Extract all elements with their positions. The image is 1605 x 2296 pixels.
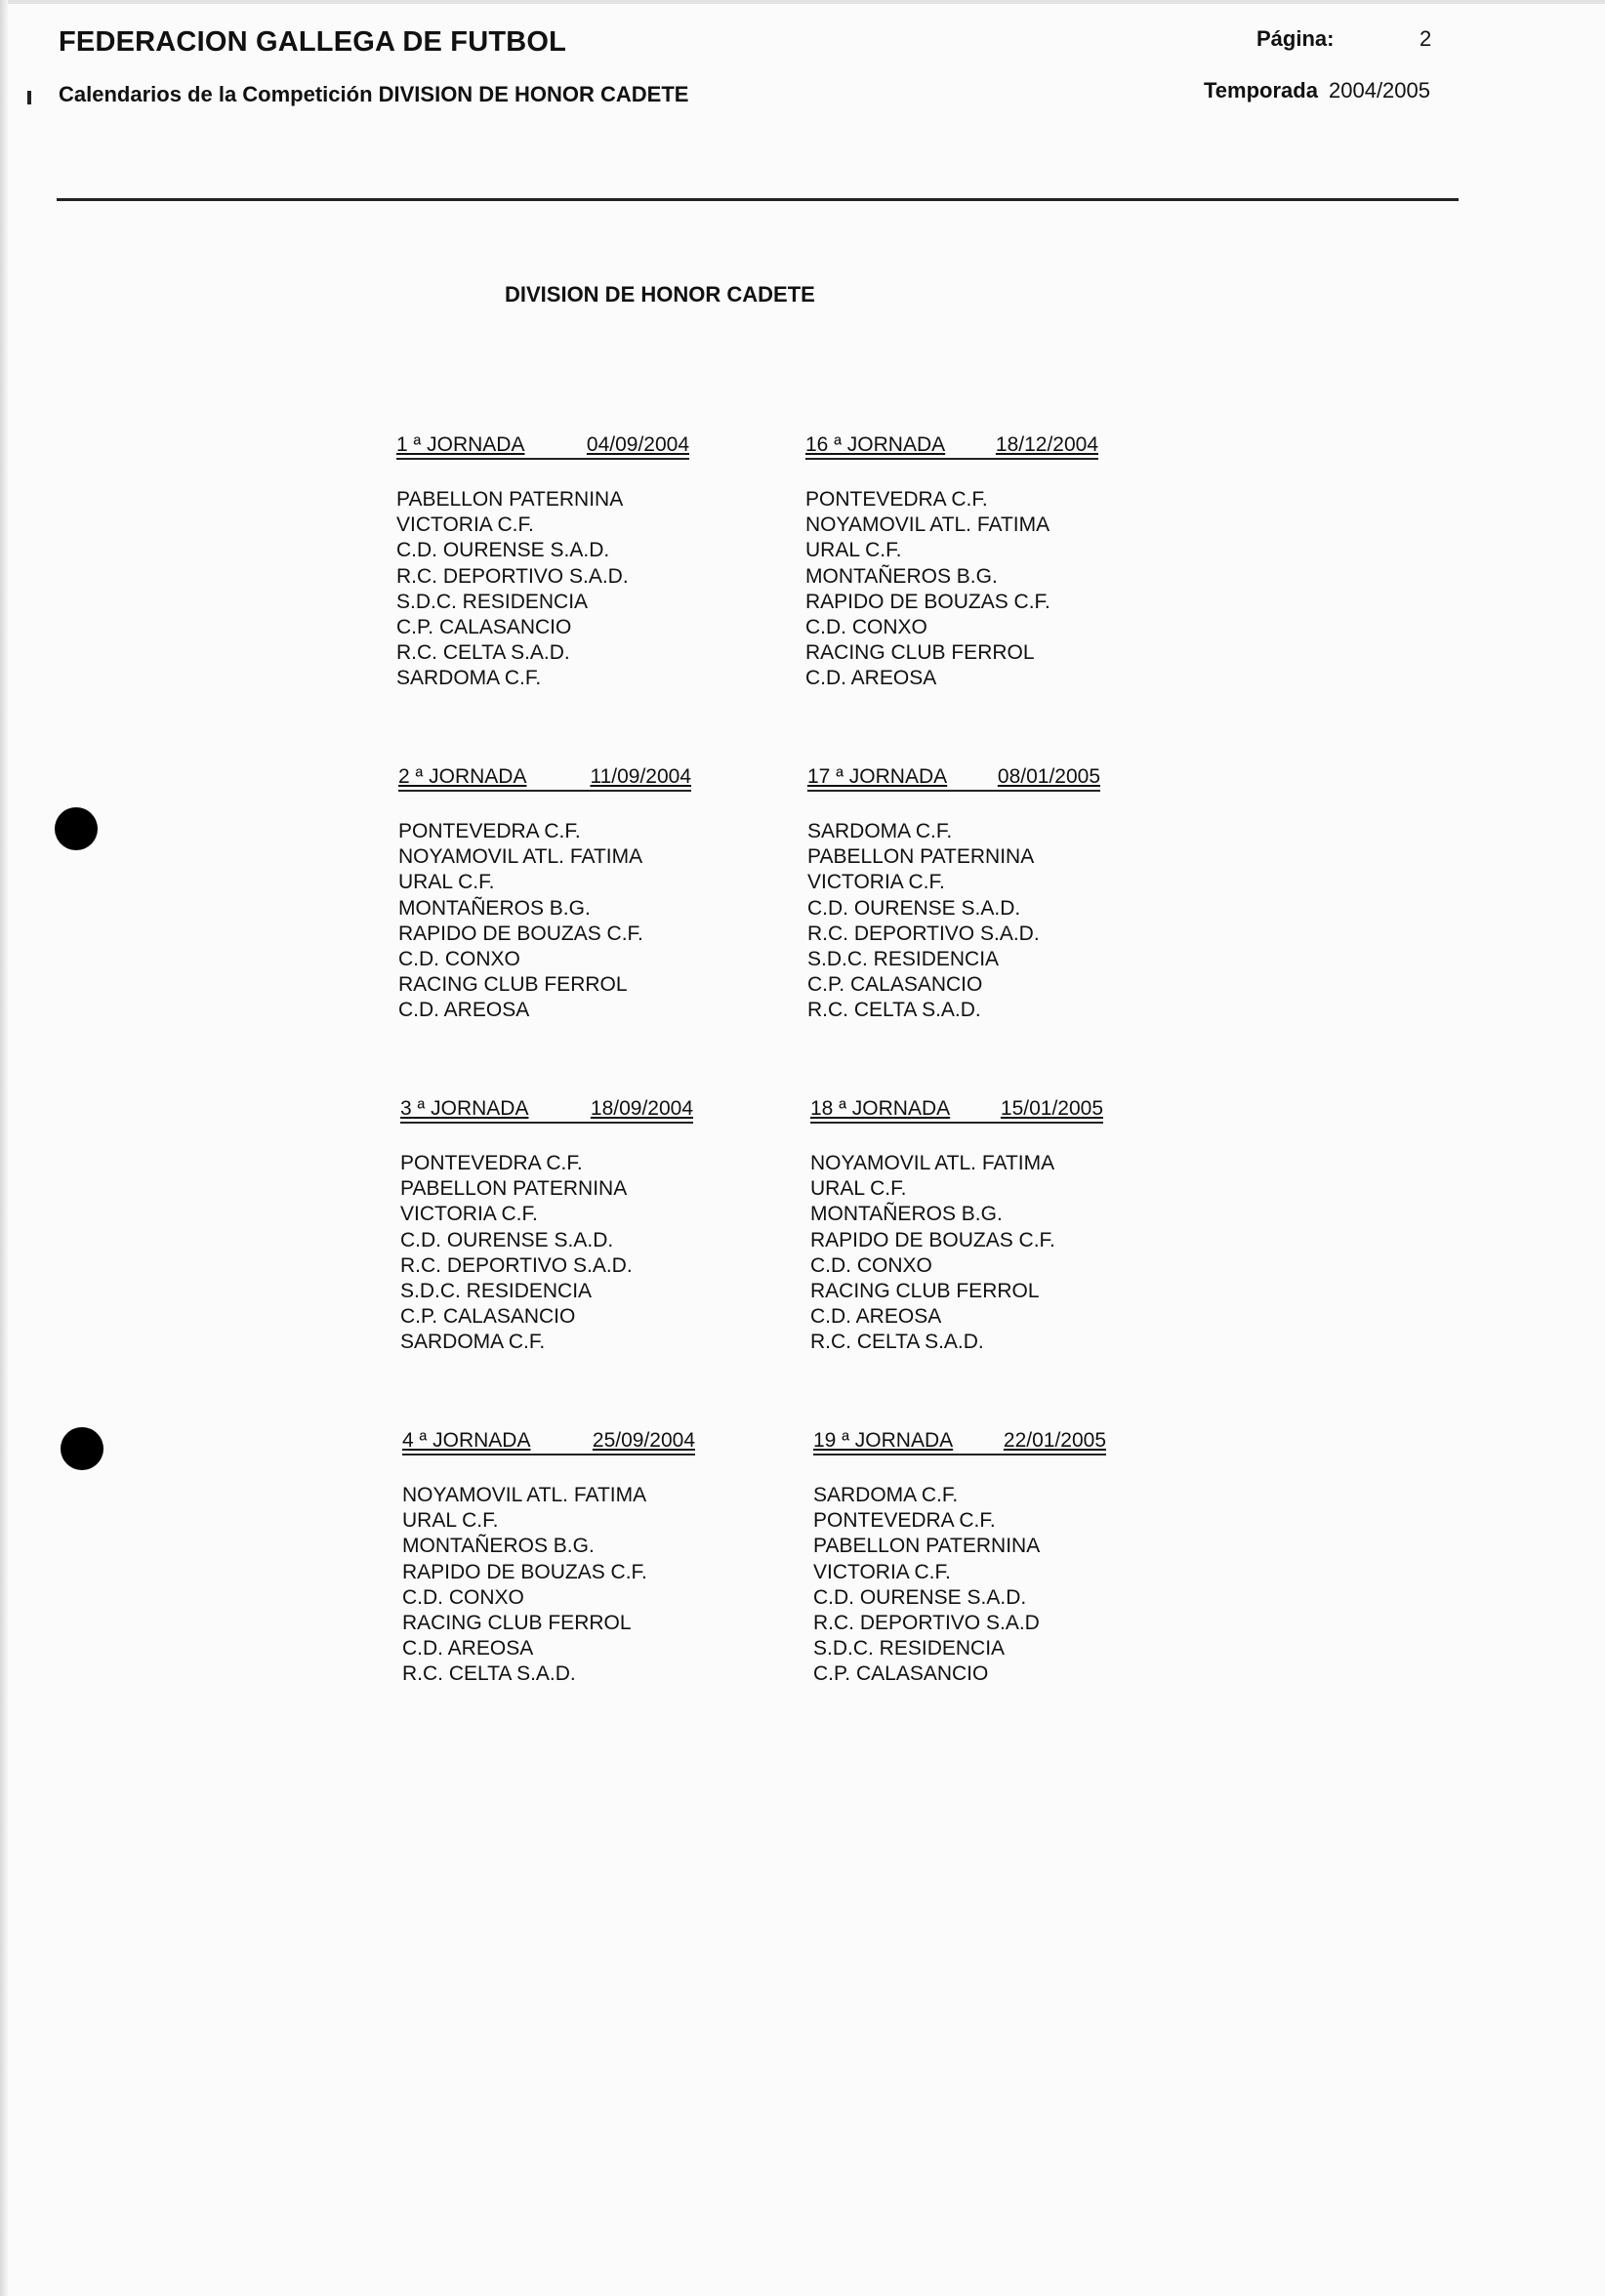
jornada-header [810, 1097, 1103, 1124]
jornada-block [396, 433, 709, 692]
team-name: PABELLON PATERNINA [396, 488, 624, 511]
team-name: C.P. CALASANCIO [807, 973, 983, 997]
jornada-header [396, 433, 689, 460]
punch-hole [55, 807, 98, 850]
jornada-date: 22/01/2005 [1003, 1429, 1106, 1452]
team-name: C.D. AREOSA [402, 1637, 534, 1660]
jornada-header [398, 765, 691, 792]
punch-hole [61, 1427, 103, 1470]
jornada-date: 18/12/2004 [995, 433, 1098, 456]
jornada-block [398, 765, 711, 1024]
team-name: C.D. AREOSA [805, 667, 937, 690]
team-list [402, 1483, 715, 1688]
jornada-label: 3 ª JORNADA [400, 1097, 529, 1120]
organization-title: FEDERACION GALLEGA DE FUTBOL [59, 26, 567, 58]
page-top-edge [0, 0, 1605, 4]
jornada-header [807, 765, 1100, 792]
jornada-block [400, 1097, 713, 1356]
team-name: C.P. CALASANCIO [813, 1662, 989, 1686]
team-name: C.D. OURENSE S.A.D. [400, 1228, 614, 1251]
jornada-block [807, 765, 1120, 1024]
page-number: 2 [1420, 26, 1432, 51]
team-name: RAPIDO DE BOUZAS C.F. [398, 922, 643, 945]
team-name: R.C. DEPORTIVO S.A.D. [807, 922, 1040, 945]
team-name: C.P. CALASANCIO [400, 1305, 576, 1329]
team-name: PABELLON PATERNINA [807, 845, 1035, 869]
team-name: R.C. CELTA S.A.D. [810, 1331, 984, 1354]
team-name: RAPIDO DE BOUZAS C.F. [402, 1560, 647, 1583]
team-name: C.D. CONXO [805, 616, 927, 639]
page-left-edge [0, 0, 8, 2296]
jornada-label: 19 ª JORNADA [813, 1429, 954, 1452]
team-name: PONTEVEDRA C.F. [805, 488, 988, 511]
competition-subtitle: Calendarios de la Competición DIVISION DE HONOR CADETE [59, 82, 689, 106]
team-name: S.D.C. RESIDENCIA [400, 1280, 593, 1303]
season-value: 2004/2005 [1329, 78, 1430, 102]
jornada-date: 18/09/2004 [590, 1097, 693, 1120]
team-name: RACING CLUB FERROL [398, 973, 628, 997]
team-name: SARDOMA C.F. [396, 667, 542, 690]
scan-mark [27, 91, 31, 104]
team-list [805, 487, 1118, 692]
team-name: NOYAMOVIL ATL. FATIMA [398, 845, 643, 869]
team-name: S.D.C. RESIDENCIA [396, 590, 589, 613]
team-name: C.D. OURENSE S.A.D. [396, 539, 610, 562]
team-name: S.D.C. RESIDENCIA [807, 948, 1000, 971]
season-label: Temporada [1204, 78, 1318, 102]
team-name: R.C. DEPORTIVO S.A.D. [400, 1253, 633, 1277]
team-name: PABELLON PATERNINA [813, 1535, 1041, 1558]
team-name: MONTAÑEROS B.G. [398, 896, 591, 920]
team-list [810, 1151, 1123, 1356]
jornada-date: 15/01/2005 [1000, 1097, 1103, 1120]
jornada-block [813, 1429, 1126, 1688]
team-name: VICTORIA C.F. [813, 1560, 951, 1583]
team-name: MONTAÑEROS B.G. [402, 1535, 595, 1558]
jornada-date: 08/01/2005 [997, 765, 1100, 788]
team-name: C.D. AREOSA [810, 1305, 942, 1329]
team-list [398, 819, 711, 1024]
team-name: R.C. DEPORTIVO S.A.D [813, 1612, 1040, 1635]
team-name: S.D.C. RESIDENCIA [813, 1637, 1006, 1660]
team-name: C.D. OURENSE S.A.D. [813, 1585, 1027, 1609]
jornada-header [813, 1429, 1106, 1456]
team-name: PONTEVEDRA C.F. [398, 820, 581, 842]
team-name: PABELLON PATERNINA [400, 1177, 628, 1201]
team-name: C.D. CONXO [402, 1585, 524, 1609]
jornada-block [810, 1097, 1123, 1356]
team-name: NOYAMOVIL ATL. FATIMA [810, 1152, 1055, 1174]
jornada-label: 18 ª JORNADA [810, 1097, 951, 1120]
team-name: MONTAÑEROS B.G. [805, 564, 998, 588]
jornada-label: 17 ª JORNADA [807, 765, 948, 788]
team-name: URAL C.F. [805, 539, 902, 562]
jornada-header [402, 1429, 695, 1456]
jornada-header [805, 433, 1098, 460]
jornada-label: 2 ª JORNADA [398, 765, 527, 788]
team-name: URAL C.F. [810, 1177, 907, 1201]
team-name: URAL C.F. [402, 1509, 499, 1533]
jornada-block [402, 1429, 715, 1688]
team-name: R.C. DEPORTIVO S.A.D. [396, 564, 629, 588]
page-label: Página: [1256, 26, 1335, 51]
team-name: SARDOMA C.F. [400, 1331, 546, 1354]
team-name: PONTEVEDRA C.F. [400, 1152, 583, 1174]
team-name: MONTAÑEROS B.G. [810, 1203, 1003, 1226]
team-name: VICTORIA C.F. [807, 871, 945, 894]
team-name: NOYAMOVIL ATL. FATIMA [805, 513, 1050, 537]
team-name: C.P. CALASANCIO [396, 616, 572, 639]
team-name: R.C. CELTA S.A.D. [396, 641, 570, 665]
jornada-date: 11/09/2004 [590, 765, 691, 788]
team-list [396, 487, 709, 692]
division-title: DIVISION DE HONOR CADETE [505, 282, 815, 307]
jornada-date: 25/09/2004 [592, 1429, 695, 1452]
jornada-header [400, 1097, 693, 1124]
team-name: C.D. AREOSA [398, 999, 530, 1022]
team-list [813, 1483, 1126, 1688]
team-name: R.C. CELTA S.A.D. [402, 1662, 576, 1686]
team-name: PONTEVEDRA C.F. [813, 1509, 996, 1533]
team-name: R.C. CELTA S.A.D. [807, 999, 981, 1022]
team-name: RACING CLUB FERROL [402, 1612, 632, 1635]
team-name: SARDOMA C.F. [813, 1484, 959, 1506]
team-name: URAL C.F. [398, 871, 495, 894]
jornada-label: 1 ª JORNADA [396, 433, 525, 456]
jornada-date: 04/09/2004 [586, 433, 689, 456]
team-name: RAPIDO DE BOUZAS C.F. [805, 590, 1050, 613]
team-name: NOYAMOVIL ATL. FATIMA [402, 1484, 647, 1506]
jornada-label: 4 ª JORNADA [402, 1429, 531, 1452]
team-name: RACING CLUB FERROL [810, 1280, 1040, 1303]
jornada-label: 16 ª JORNADA [805, 433, 946, 456]
team-name: RAPIDO DE BOUZAS C.F. [810, 1228, 1055, 1251]
header-divider [57, 198, 1459, 201]
team-name: C.D. CONXO [810, 1253, 932, 1277]
team-name: VICTORIA C.F. [400, 1203, 538, 1226]
team-list [807, 819, 1120, 1024]
team-list [400, 1151, 713, 1356]
team-name: C.D. OURENSE S.A.D. [807, 896, 1021, 920]
team-name: SARDOMA C.F. [807, 820, 953, 842]
team-name: RACING CLUB FERROL [805, 641, 1035, 665]
team-name: VICTORIA C.F. [396, 513, 534, 537]
jornada-block [805, 433, 1118, 692]
team-name: C.D. CONXO [398, 948, 520, 971]
